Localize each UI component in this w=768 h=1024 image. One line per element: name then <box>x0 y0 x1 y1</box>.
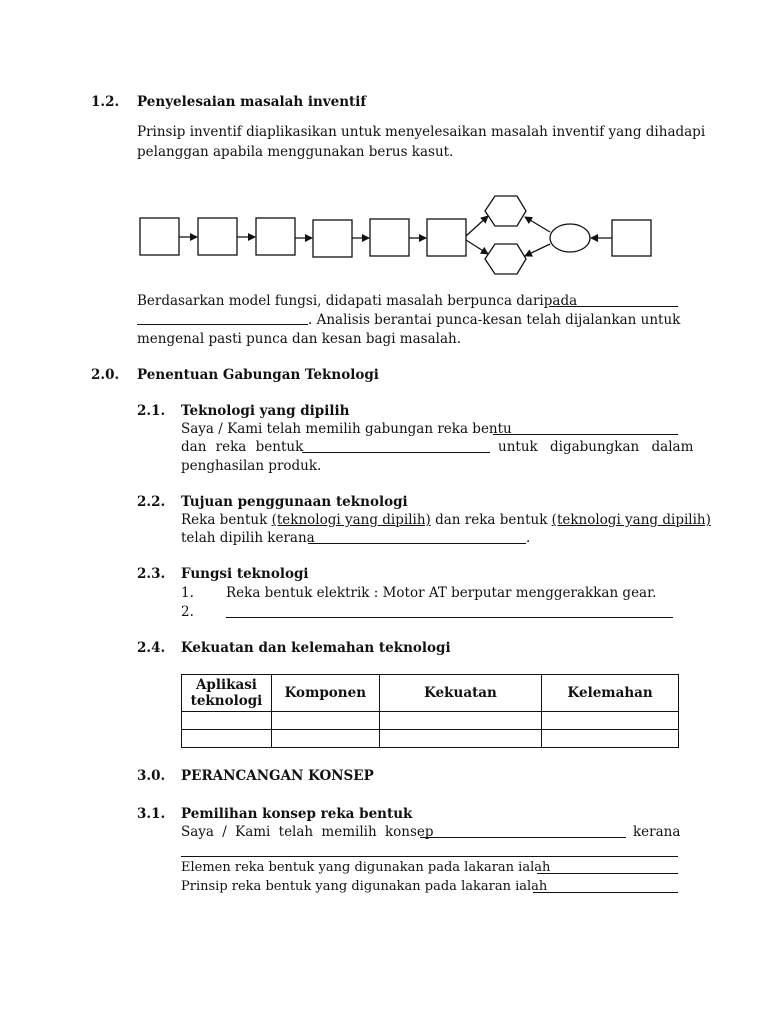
blank-line <box>302 452 490 453</box>
table-header: Aplikasi teknologi <box>182 675 272 712</box>
table-cell[interactable] <box>182 730 272 748</box>
section-2-2-title: Tujuan penggunaan teknologi <box>181 494 408 510</box>
section-1-2-number: 1.2. <box>91 94 120 110</box>
blank-line <box>226 617 673 618</box>
section-1-2-title: Penyelesaian masalah inventif <box>137 94 367 110</box>
section-2-3-title: Fungsi teknologi <box>181 566 309 582</box>
diagram-box-2 <box>198 218 237 255</box>
blank-line <box>308 543 526 544</box>
diagram-box-6 <box>427 219 466 256</box>
table-row <box>182 730 679 748</box>
section-2-0-title: Penentuan Gabungan Teknologi <box>137 367 379 383</box>
table-cell[interactable] <box>379 712 542 730</box>
list-item-text: Reka bentuk elektrik : Motor AT berputar menggerakkan gear. <box>226 585 657 601</box>
analysis-line: Berdasarkan model fungsi, didapati masalah berpunca daripada <box>137 293 578 309</box>
diagram-box-1 <box>140 218 179 255</box>
analysis-line: mengenal pasti punca dan kesan bagi masalah. <box>137 331 461 347</box>
section-2-1-number: 2.1. <box>137 403 166 419</box>
table-header: Komponen <box>271 675 379 712</box>
diagram-hexagon-bottom <box>485 244 526 274</box>
diagram-ellipse <box>550 224 590 252</box>
diagram-arrow <box>525 244 550 256</box>
blank-line <box>420 837 626 838</box>
section-3-0-number: 3.0. <box>137 768 166 784</box>
section-2-4-title: Kekuatan dan kelemahan teknologi <box>181 640 451 656</box>
diagram-box-4 <box>313 220 352 257</box>
diagram-arrow <box>525 217 550 232</box>
table-cell[interactable] <box>182 712 272 730</box>
diagram-arrow <box>466 216 488 236</box>
table-cell[interactable] <box>542 712 679 730</box>
list-item-number: 2. <box>181 604 194 620</box>
section-2-0-number: 2.0. <box>91 367 120 383</box>
text-line: Elemen reka bentuk yang digunakan pada lakaran ialah <box>181 860 551 875</box>
table-header: Kekuatan <box>379 675 542 712</box>
diagram-box-5 <box>370 219 409 256</box>
placeholder-chosen-technology: (teknologi yang dipilih) <box>551 512 711 528</box>
text-segment: Reka bentuk <box>181 512 268 528</box>
table-row <box>182 712 679 730</box>
text-line: Prinsip reka bentuk yang digunakan pada lakaran ialah <box>181 879 548 894</box>
section-2-3-number: 2.3. <box>137 566 166 582</box>
diagram-box-3 <box>256 218 295 255</box>
placeholder-chosen-technology: (teknologi yang dipilih) <box>271 512 431 528</box>
blank-line <box>537 873 678 874</box>
table-header: Kelemahan <box>542 675 679 712</box>
blank-line <box>137 324 308 325</box>
text-line: kerana <box>633 824 681 840</box>
text-line: Saya / Kami telah memilih konsep <box>181 824 434 840</box>
section-3-1-number: 3.1. <box>137 806 166 822</box>
paragraph-line: pelanggan apabila menggunakan berus kasut. <box>137 144 454 160</box>
blank-line <box>493 434 678 435</box>
diagram-box-right <box>612 220 651 256</box>
table-cell[interactable] <box>542 730 679 748</box>
section-3-1-title: Pemilihan konsep reka bentuk <box>181 806 413 822</box>
text-segment: dan reka bentuk <box>435 512 548 528</box>
blank-line <box>549 306 678 307</box>
text-line: dan reka bentuk <box>181 439 304 455</box>
blank-line <box>181 856 678 857</box>
table-cell[interactable] <box>271 730 379 748</box>
list-item-number: 1. <box>181 585 194 601</box>
table-header-row <box>182 675 679 712</box>
text-period: . <box>526 530 531 546</box>
section-2-1-title: Teknologi yang dipilih <box>181 403 350 419</box>
diagram-arrow <box>466 240 488 254</box>
section-2-2-number: 2.2. <box>137 494 166 510</box>
section-3-0-title: PERANCANGAN KONSEP <box>181 768 374 784</box>
section-2-4-number: 2.4. <box>137 640 166 656</box>
paragraph-line: Prinsip inventif diaplikasikan untuk menyelesaikan masalah inventif yang dihadapi <box>137 124 706 140</box>
strengths-weaknesses-table <box>181 674 679 748</box>
text-line: telah dipilih kerana <box>181 530 315 546</box>
text-line: untuk digabungkan dalam <box>498 439 694 455</box>
table-cell[interactable] <box>271 712 379 730</box>
diagram-hexagon-top <box>485 196 526 226</box>
table-cell[interactable] <box>379 730 542 748</box>
text-line: Saya / Kami telah memilih gabungan reka bentu <box>181 421 512 437</box>
text-line <box>181 512 711 528</box>
analysis-line: . Analisis berantai punca-kesan telah dijalankan untuk <box>308 312 681 328</box>
blank-line <box>533 892 678 893</box>
text-line: penghasilan produk. <box>181 458 322 474</box>
